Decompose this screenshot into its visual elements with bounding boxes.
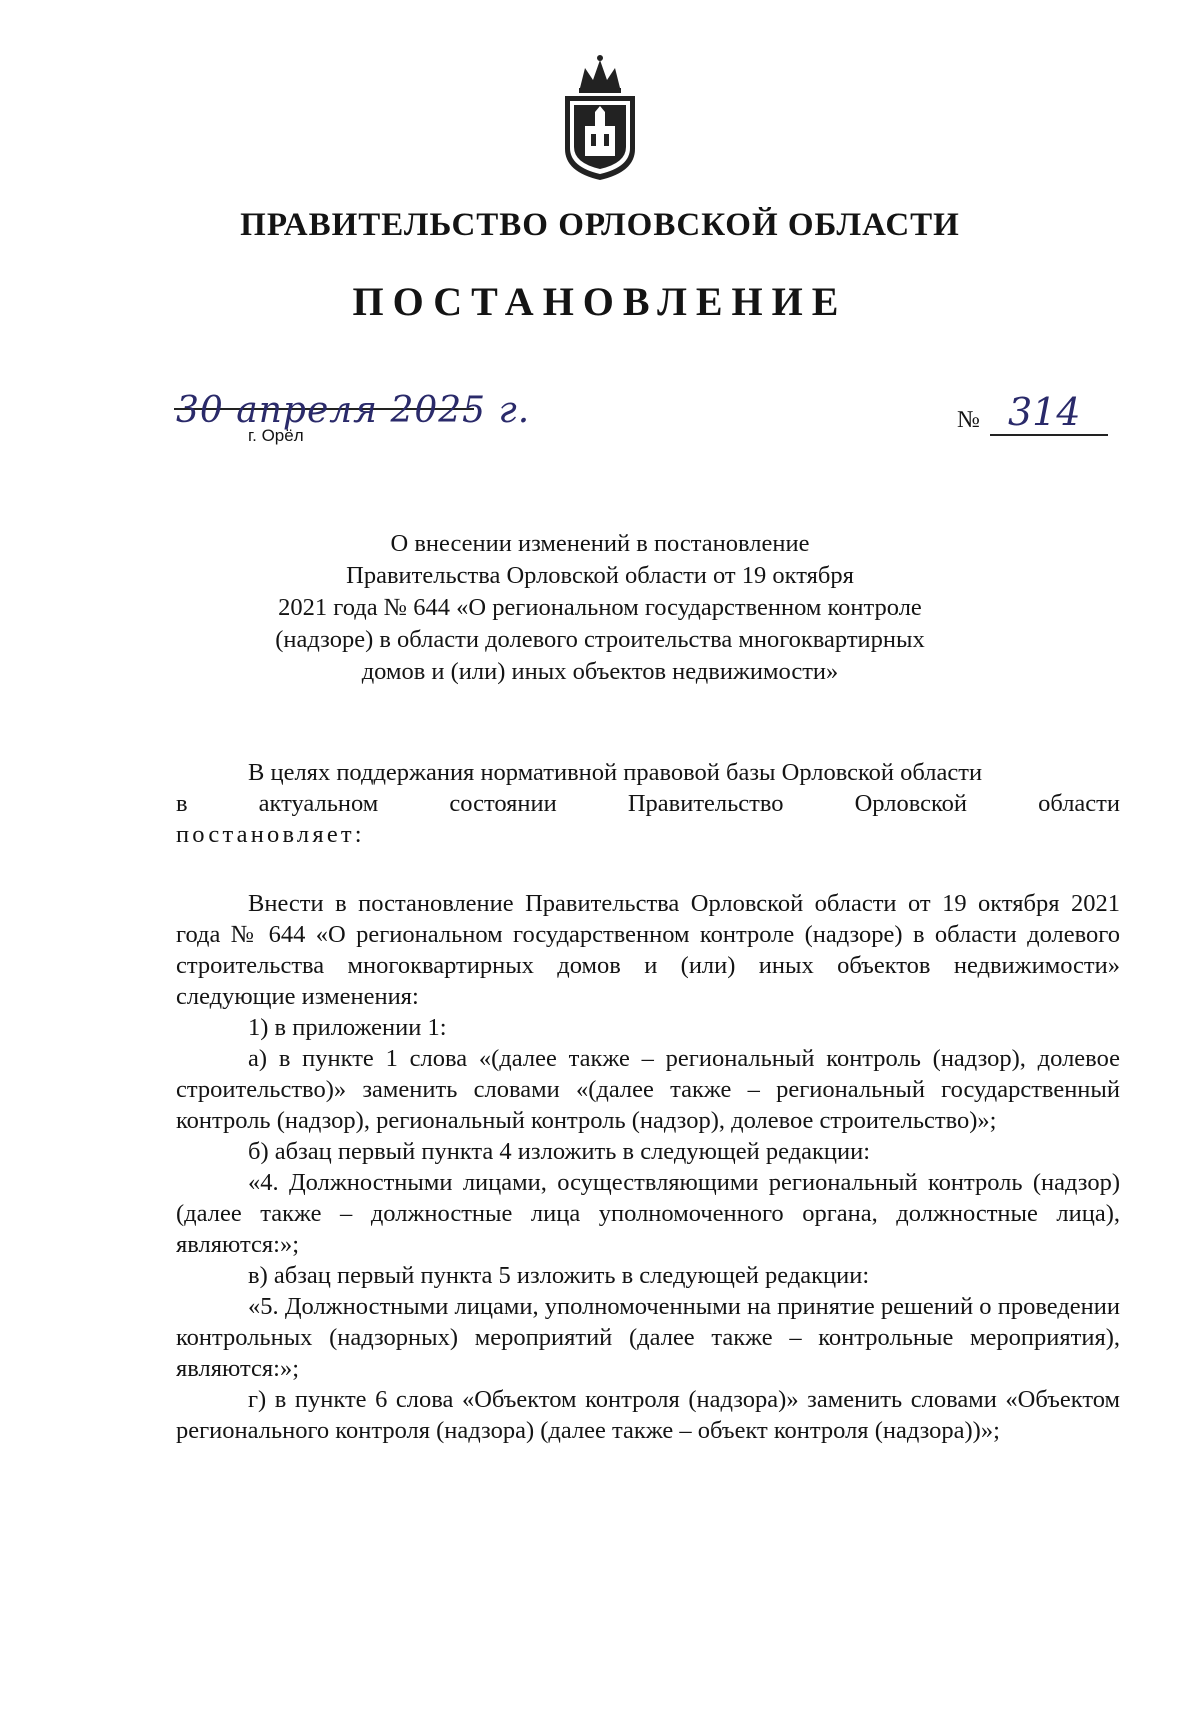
item-v: в) абзац первый пункта 5 изложить в следующей редакции: [248,1262,870,1289]
preamble-line-2: в актуальном состоянии Правительство Орловской области [176,790,1120,817]
city-label: г. Орёл [248,426,304,445]
subject-line: 2021 года № 644 «О региональном государственном контроле [278,594,922,621]
subject-line: (надзоре) в области долевого строительства многоквартирных [275,626,925,653]
item-b: б) абзац первый пункта 4 изложить в следующей редакции: [248,1138,871,1165]
subject-line: О внесении изменений в постановление [390,530,810,557]
document-body [176,757,1120,1446]
item-g: г) в пункте 6 слова «Объектом контроля (надзора)» заменить словами «Объектом регионального контроля (надзора) (далее также – объект контроля (надзора))»; [176,1386,1120,1444]
number-underline [990,434,1108,436]
item-1: 1) в приложении 1: [248,1014,447,1041]
handwritten-date: 30 апреля 2025 г. [176,390,531,431]
document-type-title: ПОСТАНОВЛЕНИЕ [352,279,848,324]
subject-line: Правительства Орловской области от 19 октября [346,562,854,589]
resolves-word: постановляет: [176,821,365,848]
number-label: № [957,407,980,433]
handwritten-number: 314 [1008,390,1081,434]
government-title: ПРАВИТЕЛЬСТВО ОРЛОВСКОЙ ОБЛАСТИ [240,207,960,243]
coat-of-arms-icon [555,54,645,184]
preamble-line-1: В целях поддержания нормативной правовой базы Орловской области [248,759,983,786]
intro-paragraph: Внести в постановление Правительства Орловской области от 19 октября 2021 года № 644 «О региональном государственном контроле (надзоре) в области долевого строительства многоквартирных домов и (или) иных объектов недвижимости» следующие изменения: [176,890,1120,1010]
document-subject [150,528,1050,688]
subject-line: домов и (или) иных объектов недвижимости» [361,658,839,685]
item-v-text: «5. Должностными лицами, уполномоченными на принятие решений о проведении контрольных (надзорных) мероприятий (далее также – контрольные мероприятия), являются:»; [176,1293,1120,1382]
item-b-text: «4. Должностными лицами, осуществляющими региональный контроль (надзор) (далее также – должностные лица уполномоченного органа, должностные лица), являются:»; [176,1169,1120,1258]
item-a: а) в пункте 1 слова «(далее также – региональный контроль (надзор), долевое строительство)» заменить словами «(далее также – региональный государственный контроль (надзор), региональный контроль (надзор), долевое строительство)»; [176,1045,1120,1134]
